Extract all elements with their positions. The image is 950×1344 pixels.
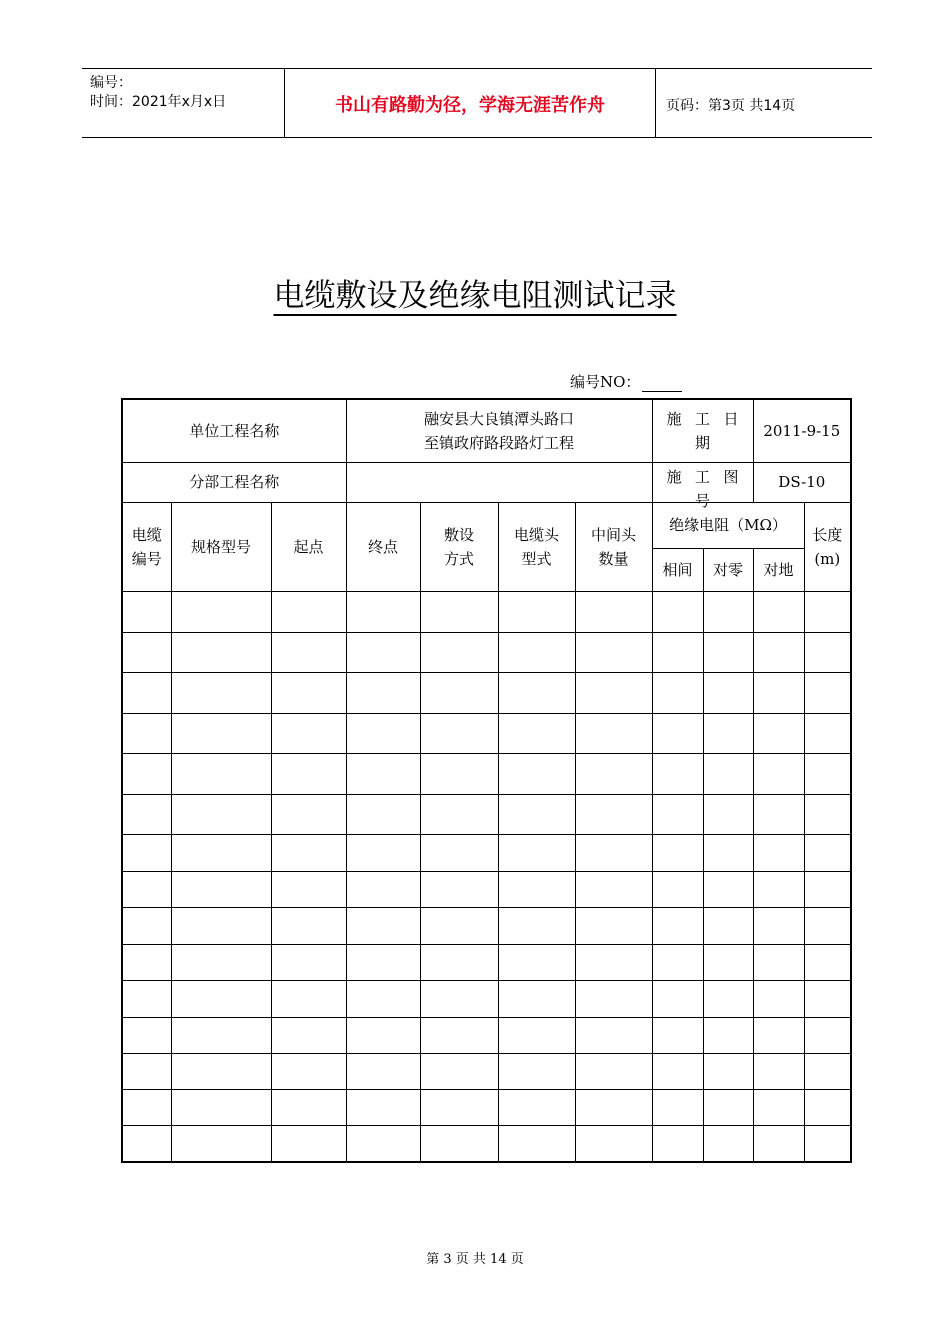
table-cell <box>652 632 703 672</box>
table-cell <box>804 907 851 944</box>
table-cell <box>420 871 498 907</box>
table-cell <box>804 1053 851 1089</box>
table-cell <box>753 871 804 907</box>
table-row <box>122 1125 851 1162</box>
table-cell <box>346 834 420 871</box>
table-cell <box>346 672 420 713</box>
table-cell <box>703 834 753 871</box>
table-cell <box>271 672 346 713</box>
table-cell <box>753 944 804 980</box>
table-cell <box>804 980 851 1017</box>
construction-date-value: 2011-9-15 <box>753 399 851 462</box>
table-cell <box>271 1089 346 1125</box>
table-cell <box>804 672 851 713</box>
col-length-line1: 长度 <box>812 525 843 544</box>
table-cell <box>575 1053 652 1089</box>
table-cell <box>804 753 851 794</box>
table-cell <box>420 632 498 672</box>
table-cell <box>346 907 420 944</box>
table-cell <box>804 1017 851 1053</box>
drawing-label-clip <box>653 465 753 510</box>
table-cell <box>271 1125 346 1162</box>
table-cell <box>346 713 420 753</box>
table-cell <box>804 591 851 632</box>
col-cable-no-line1: 电缆 <box>131 525 162 544</box>
table-cell <box>652 753 703 794</box>
table-cell <box>804 794 851 834</box>
table-cell <box>171 1125 271 1162</box>
table-cell <box>703 1017 753 1053</box>
table-cell <box>498 632 575 672</box>
sub-project-label: 分部工程名称 <box>122 462 346 502</box>
col-laying-method <box>420 502 498 591</box>
table-cell <box>652 980 703 1017</box>
table-cell <box>575 980 652 1017</box>
table-cell <box>703 980 753 1017</box>
table-cell <box>753 794 804 834</box>
table-row <box>122 753 851 794</box>
table-cell <box>652 944 703 980</box>
table-cell <box>420 713 498 753</box>
table-cell <box>271 907 346 944</box>
table-cell <box>171 907 271 944</box>
table-cell <box>346 632 420 672</box>
table-cell <box>346 753 420 794</box>
table-cell <box>171 834 271 871</box>
table-cell <box>575 753 652 794</box>
table-cell <box>804 632 851 672</box>
table-cell <box>804 713 851 753</box>
table-cell <box>171 632 271 672</box>
table-cell <box>575 1017 652 1053</box>
table-cell <box>652 672 703 713</box>
table-cell <box>753 1089 804 1125</box>
sub-project-value <box>346 462 652 502</box>
record-rows <box>122 591 851 1162</box>
table-cell <box>652 871 703 907</box>
table-cell <box>420 1017 498 1053</box>
table-cell <box>271 944 346 980</box>
table-cell <box>652 1017 703 1053</box>
table-cell <box>753 980 804 1017</box>
table-cell <box>575 1125 652 1162</box>
unit-project-value-line2: 至镇政府路段路灯工程 <box>424 433 575 452</box>
table-cell <box>575 632 652 672</box>
table-cell <box>171 871 271 907</box>
drawing-label-line2: 号 <box>695 491 711 510</box>
table-cell <box>271 753 346 794</box>
table-cell <box>652 1125 703 1162</box>
table-cell <box>575 871 652 907</box>
table-cell <box>753 591 804 632</box>
table-row <box>122 944 851 980</box>
table-cell <box>122 1089 171 1125</box>
col-cable-head <box>498 502 575 591</box>
page-header <box>82 68 872 138</box>
table-cell <box>420 1053 498 1089</box>
col-length <box>804 502 851 591</box>
header-page-cell <box>656 69 872 137</box>
table-cell <box>271 713 346 753</box>
table-cell <box>575 907 652 944</box>
table-cell <box>498 713 575 753</box>
table-cell <box>122 672 171 713</box>
column-header-row-1 <box>122 502 851 548</box>
table-cell <box>346 980 420 1017</box>
col-to-neutral: 对零 <box>703 548 753 591</box>
table-cell <box>703 713 753 753</box>
table-cell <box>703 944 753 980</box>
table-cell <box>703 632 753 672</box>
table-row <box>122 672 851 713</box>
table-cell <box>498 1017 575 1053</box>
unit-project-value-line1: 融安县大良镇潭头路口 <box>424 409 575 428</box>
table-cell <box>171 591 271 632</box>
table-cell <box>498 672 575 713</box>
table-cell <box>171 944 271 980</box>
table-cell <box>804 834 851 871</box>
table-cell <box>171 753 271 794</box>
table-cell <box>575 1089 652 1125</box>
table-cell <box>171 672 271 713</box>
table-cell <box>753 713 804 753</box>
table-cell <box>498 1125 575 1162</box>
table-cell <box>122 713 171 753</box>
drawing-label <box>652 462 753 510</box>
doc-number-label: 编号NO： <box>570 373 641 391</box>
header-page-label: 页码：第3页 共14页 <box>666 98 796 114</box>
col-middle-joint <box>575 502 652 591</box>
table-row <box>122 1017 851 1053</box>
table-cell <box>703 907 753 944</box>
col-cable-no-line2: 编号 <box>131 549 162 568</box>
table-cell <box>498 794 575 834</box>
table-cell <box>171 1053 271 1089</box>
col-cable-head-line1: 电缆头 <box>514 525 560 544</box>
table-cell <box>652 591 703 632</box>
table-cell <box>498 1089 575 1125</box>
col-end-point: 终点 <box>346 502 420 591</box>
table-cell <box>753 1053 804 1089</box>
table-cell <box>498 980 575 1017</box>
col-insulation-group: 绝缘电阻（MΩ） <box>652 502 804 548</box>
table-cell <box>122 1017 171 1053</box>
construction-date-label-line2: 期 <box>695 433 711 452</box>
table-cell <box>271 1017 346 1053</box>
table-cell <box>122 871 171 907</box>
table-cell <box>346 1053 420 1089</box>
construction-date-label <box>652 399 753 462</box>
col-to-ground: 对地 <box>753 548 804 591</box>
table-cell <box>122 1125 171 1162</box>
table-cell <box>575 591 652 632</box>
col-cable-head-line2: 型式 <box>521 549 552 568</box>
table-row <box>122 834 851 871</box>
table-cell <box>420 834 498 871</box>
table-cell <box>703 1053 753 1089</box>
table-cell <box>652 907 703 944</box>
table-cell <box>171 1089 271 1125</box>
table-cell <box>271 834 346 871</box>
time-label: 时间：2021年x月x日 <box>90 94 227 110</box>
col-laying-method-line1: 敷设 <box>444 525 475 544</box>
table-cell <box>498 907 575 944</box>
table-cell <box>346 1125 420 1162</box>
table-cell <box>420 1089 498 1125</box>
table-cell <box>420 794 498 834</box>
table-cell <box>271 980 346 1017</box>
header-meta <box>82 69 285 137</box>
table-cell <box>420 980 498 1017</box>
col-phase-to-phase: 相间 <box>652 548 703 591</box>
table-cell <box>575 944 652 980</box>
unit-project-row <box>122 399 851 462</box>
table-row <box>122 907 851 944</box>
table-cell <box>498 944 575 980</box>
table-cell <box>575 794 652 834</box>
table-cell <box>122 944 171 980</box>
table-cell <box>346 1089 420 1125</box>
table-cell <box>703 672 753 713</box>
table-cell <box>122 834 171 871</box>
col-start-point: 起点 <box>271 502 346 591</box>
table-cell <box>171 1017 271 1053</box>
motto-text: 书山有路勤为径，学海无涯苦作舟 <box>335 95 605 116</box>
unit-project-value <box>346 399 652 462</box>
document-title: 电缆敷设及绝缘电阻测试记录 <box>273 278 677 314</box>
table-row <box>122 591 851 632</box>
table-cell <box>804 871 851 907</box>
table-cell <box>652 1053 703 1089</box>
table-cell <box>652 834 703 871</box>
number-label: 编号： <box>90 75 132 91</box>
table-cell <box>346 591 420 632</box>
footer-page-number: 第 3 页 共 14 页 <box>426 1252 524 1267</box>
table-cell <box>271 632 346 672</box>
table-row <box>122 1053 851 1089</box>
sub-project-row <box>122 462 851 502</box>
table-cell <box>753 834 804 871</box>
table-cell <box>122 907 171 944</box>
table-row <box>122 980 851 1017</box>
table-cell <box>171 980 271 1017</box>
col-spec-model: 规格型号 <box>171 502 271 591</box>
table-cell <box>122 753 171 794</box>
table-row <box>122 871 851 907</box>
table-cell <box>498 753 575 794</box>
col-cable-no <box>122 502 171 591</box>
table-cell <box>122 591 171 632</box>
table-cell <box>271 794 346 834</box>
table-cell <box>652 713 703 753</box>
table-cell <box>346 794 420 834</box>
table-cell <box>171 713 271 753</box>
table-cell <box>652 1089 703 1125</box>
doc-number-blank <box>642 373 682 392</box>
table-cell <box>420 1125 498 1162</box>
table-cell <box>271 591 346 632</box>
table-cell <box>420 672 498 713</box>
table-cell <box>122 980 171 1017</box>
table-cell <box>420 591 498 632</box>
table-cell <box>753 1017 804 1053</box>
table-cell <box>753 753 804 794</box>
table-row <box>122 794 851 834</box>
table-cell <box>703 591 753 632</box>
table-row <box>122 1089 851 1125</box>
table-cell <box>804 1125 851 1162</box>
table-cell <box>575 672 652 713</box>
col-middle-joint-line2: 数量 <box>598 549 629 568</box>
table-cell <box>703 794 753 834</box>
table-cell <box>346 871 420 907</box>
construction-date-label-line1: 施工日 <box>666 409 753 428</box>
table-cell <box>703 1089 753 1125</box>
table-cell <box>753 1125 804 1162</box>
table-cell <box>346 1017 420 1053</box>
header-motto-cell <box>285 69 656 137</box>
table-cell <box>575 834 652 871</box>
table-row <box>122 713 851 753</box>
table-cell <box>122 632 171 672</box>
table-cell <box>804 944 851 980</box>
table-cell <box>652 794 703 834</box>
table-cell <box>498 1053 575 1089</box>
table-cell <box>122 794 171 834</box>
table-cell <box>498 871 575 907</box>
col-laying-method-line2: 方式 <box>444 549 475 568</box>
table-cell <box>498 591 575 632</box>
table-cell <box>753 907 804 944</box>
table-cell <box>753 672 804 713</box>
record-form-table <box>121 398 852 1163</box>
table-cell <box>346 944 420 980</box>
document-title-wrap <box>0 270 950 315</box>
table-cell <box>753 632 804 672</box>
table-cell <box>420 907 498 944</box>
table-cell <box>171 794 271 834</box>
table-cell <box>498 834 575 871</box>
table-cell <box>703 753 753 794</box>
drawing-label-line1: 施工图 <box>666 467 753 486</box>
table-cell <box>703 1125 753 1162</box>
unit-project-label: 单位工程名称 <box>122 399 346 462</box>
doc-number <box>570 371 682 392</box>
table-row <box>122 632 851 672</box>
table-cell <box>420 753 498 794</box>
table-cell <box>271 871 346 907</box>
table-cell <box>703 871 753 907</box>
drawing-value: DS-10 <box>753 462 851 502</box>
table-cell <box>271 1053 346 1089</box>
table-cell <box>122 1053 171 1089</box>
table-cell <box>420 944 498 980</box>
table-cell <box>804 1089 851 1125</box>
col-length-line2: (m) <box>814 549 841 568</box>
col-middle-joint-line1: 中间头 <box>591 525 637 544</box>
table-cell <box>575 713 652 753</box>
